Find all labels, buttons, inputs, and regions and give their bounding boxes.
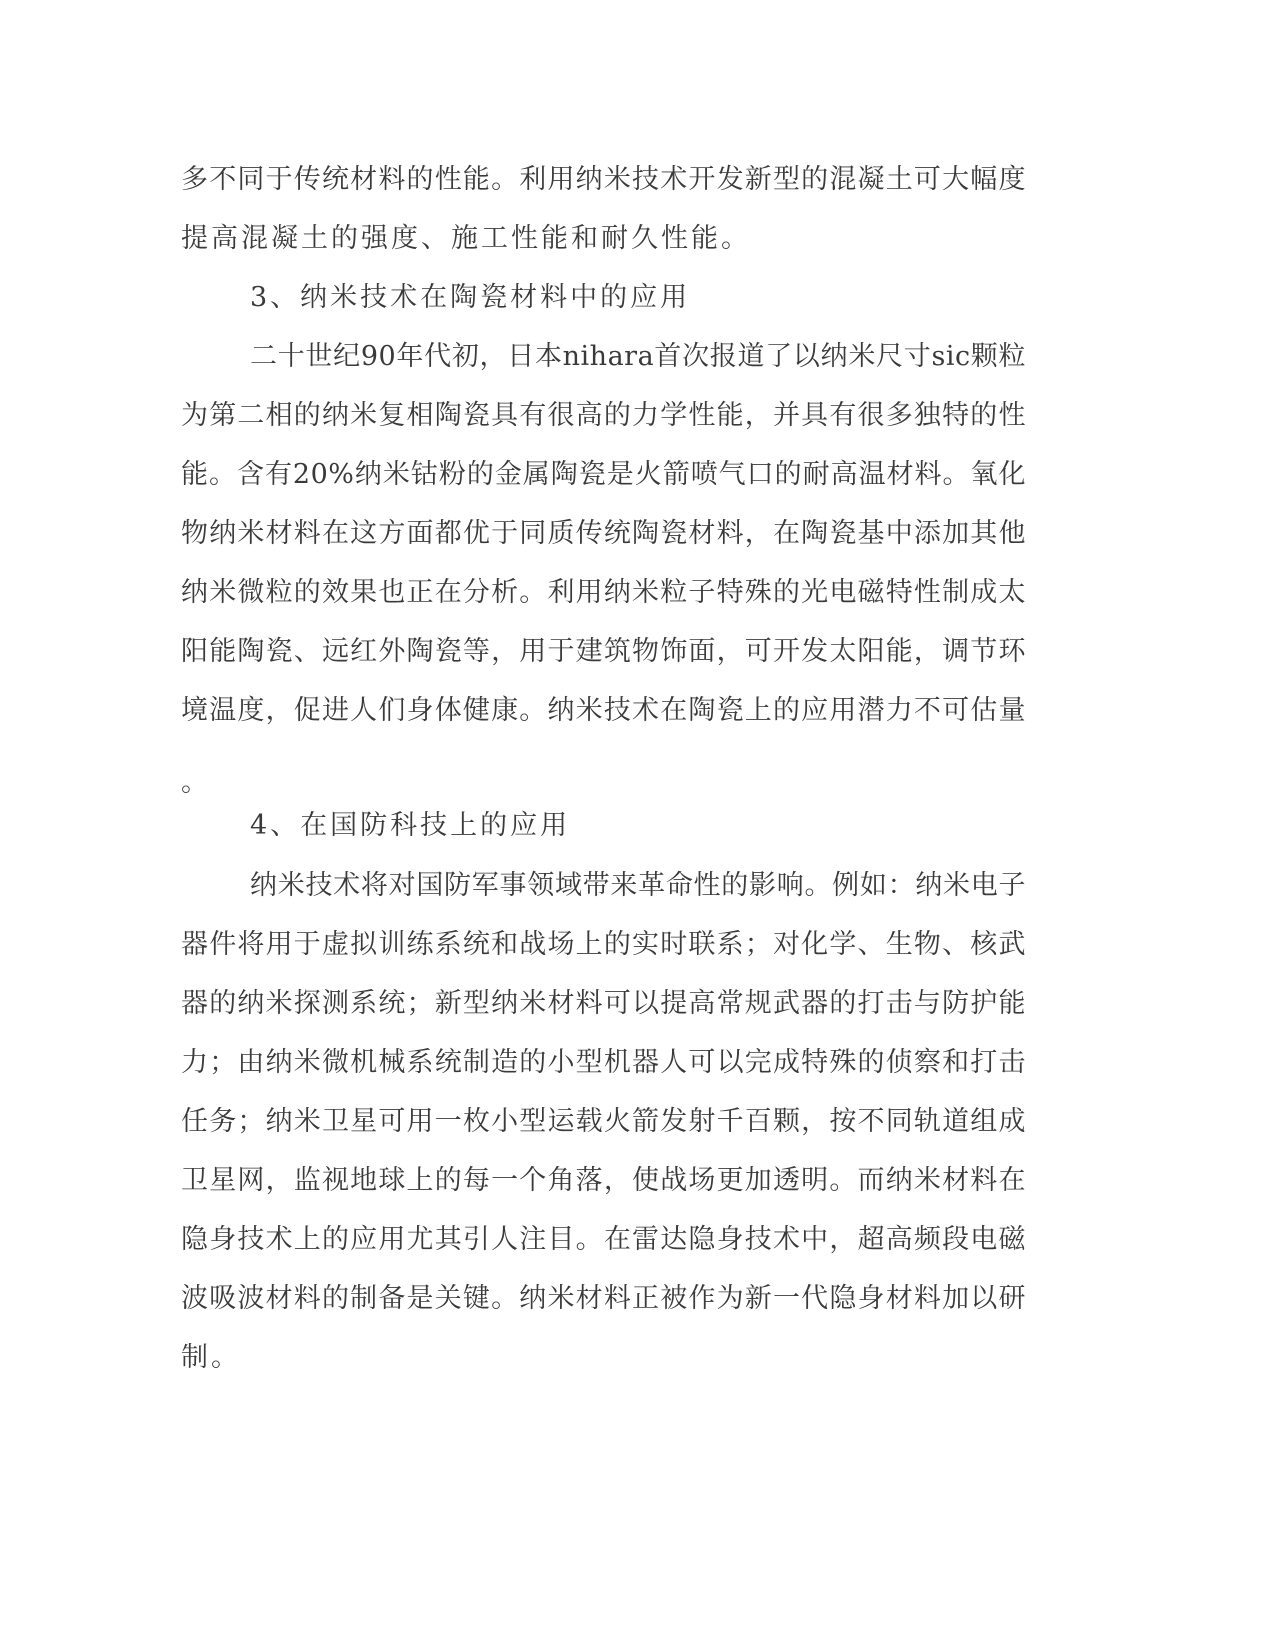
text-line: 隐身技术上的应用尤其引人注目。在雷达隐身技术中，超高频段电磁: [181, 1224, 1026, 1255]
text-line: 器件将用于虚拟训练系统和战场上的实时联系；对化学、生物、核武: [181, 929, 1026, 960]
section-heading: 4、在国防科技上的应用: [250, 810, 571, 841]
text-line: 纳米微粒的效果也正在分析。利用纳米粒子特殊的光电磁特性制成太: [181, 577, 1026, 608]
text-line: 卫星网，监视地球上的每一个角落，使战场更加透明。而纳米材料在: [181, 1165, 1026, 1196]
text-line: 二十世纪90年代初，日本nihara首次报道了以纳米尺寸sic颗粒: [250, 341, 1026, 372]
text-line: 制。: [181, 1342, 241, 1373]
text-line: 波吸波材料的制备是关键。纳米材料正被作为新一代隐身材料加以研: [181, 1283, 1026, 1314]
text-line: 纳米技术将对国防军事领域带来革命性的影响。例如：纳米电子: [250, 870, 1026, 901]
text-line: 提高混凝土的强度、施工性能和耐久性能。: [181, 223, 751, 254]
text-line: 为第二相的纳米复相陶瓷具有很高的力学性能，并具有很多独特的性: [181, 400, 1026, 431]
text-line: 器的纳米探测系统；新型纳米材料可以提高常规武器的打击与防护能: [181, 988, 1026, 1019]
text-line: 多不同于传统材料的性能。利用纳米技术开发新型的混凝土可大幅度: [181, 164, 1026, 195]
text-line: 任务；纳米卫星可用一枚小型运载火箭发射千百颗，按不同轨道组成: [181, 1106, 1026, 1137]
text-line: 阳能陶瓷、远红外陶瓷等，用于建筑物饰面，可开发太阳能，调节环: [181, 636, 1026, 667]
text-line: 物纳米材料在这方面都优于同质传统陶瓷材料，在陶瓷基中添加其他: [181, 518, 1026, 549]
text-line: 境温度，促进人们身体健康。纳米技术在陶瓷上的应用潜力不可估量: [181, 695, 1026, 726]
text-line: 能。含有20%纳米钴粉的金属陶瓷是火箭喷气口的耐高温材料。氧化: [181, 459, 1026, 490]
text-line: 力；由纳米微机械系统制造的小型机器人可以完成特殊的侦察和打击: [181, 1047, 1026, 1078]
text-line: 。: [181, 767, 208, 798]
section-heading: 3、纳米技术在陶瓷材料中的应用: [250, 282, 691, 313]
